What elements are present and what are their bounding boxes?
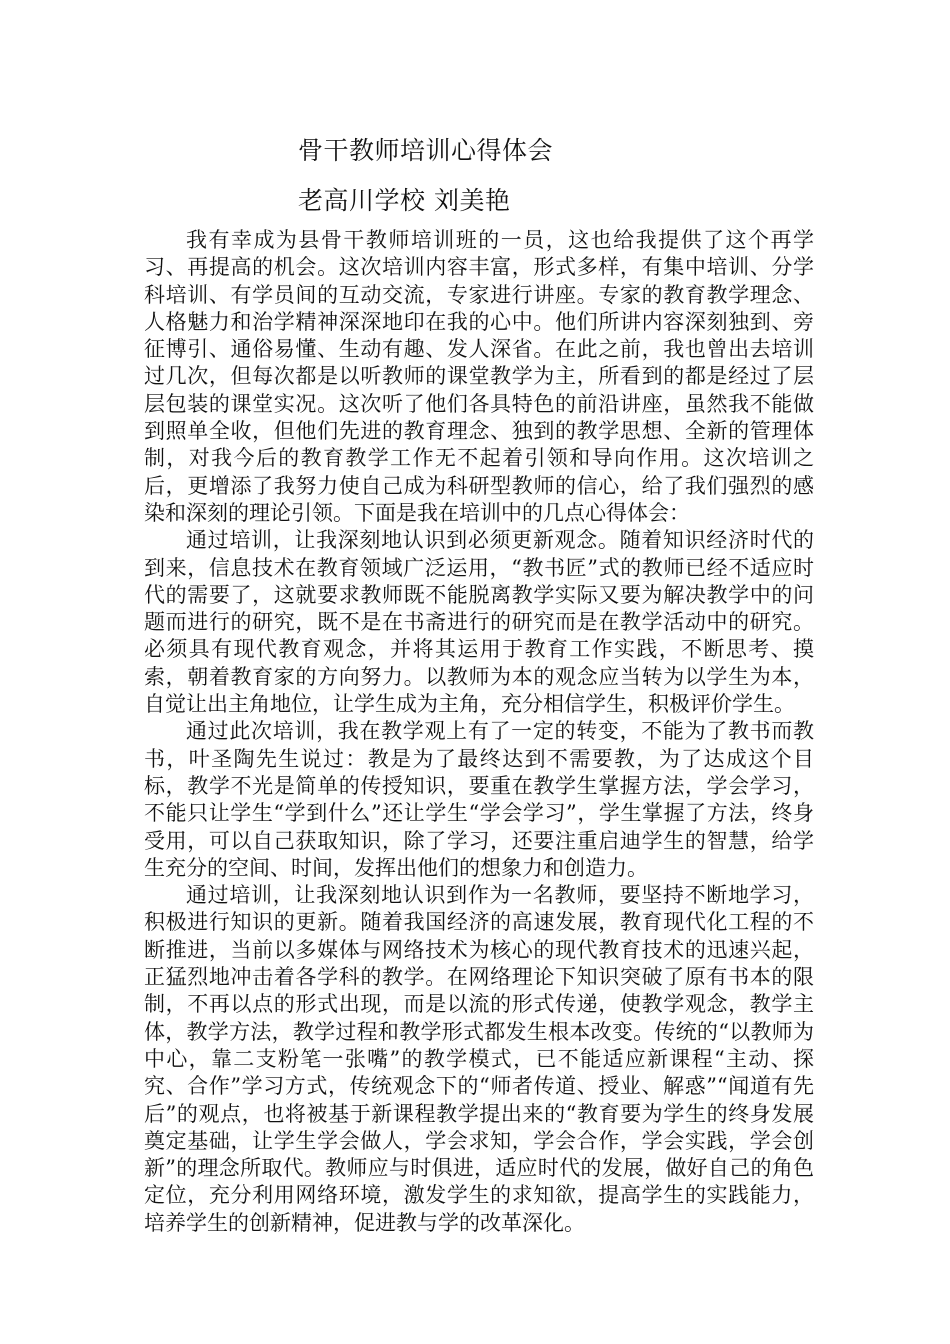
paragraph-intro: 我有幸成为县骨干教师培训班的一员，这也给我提供了这个再学习、再提高的机会。这次培训内容丰富，形式多样，有集中培训、分学科培训、有学员间的互动交流，专家进行讲座。专家的教育教学理念、人格魅力和治学精神深深地印在我的心中。他们所讲内容深刻独到、旁征博引、通俗易懂、生动有趣、发人深省。在此之前，我也曾出去培训过几次，但每次都是以听教师的课堂教学为主，所看到的都是经过了层层包装的课堂实况。这次听了他们各具特色的前沿讲座，虽然我不能做到照单全收，但他们先进的教育理念、独到的教学思想、全新的管理体制，对我今后的教育教学工作无不起着引领和导向作用。这次培训之后，更增添了我努力使自己成为科研型教师的信心，给了我们强烈的感染和深刻的理论引领。下面是我在培训中的几点心得体会：	[144, 228, 814, 525]
document-body	[144, 227, 814, 1237]
paragraph-update-concepts: 通过培训，让我深刻地认识到必须更新观念。随着知识经济时代的到来，信息技术在教育领域广泛运用，“教书匠”式的教师已经不适应时代的需要了，这就要求教师既不能脱离教学实际又要为解决教学中的问题而进行的研究，既不是在书斋进行的研究而是在教学活动中的研究。必须具有现代教育观念，并将其运用于教育工作实践，不断思考、摸索，朝着教育家的方向努力。以教师为本的观念应当转为以学生为本，自觉让出主角地位，让学生成为主角，充分相信学生，积极评价学生。	[144, 528, 814, 717]
paragraph-continuous-learning: 通过培训，让我深刻地认识到作为一名教师，要坚持不断地学习，积极进行知识的更新。随着我国经济的高速发展，教育现代化工程的不断推进，当前以多媒体与网络技术为核心的现代教育技术的迅速兴起，正猛烈地冲击着各学科的教学。在网络理论下知识突破了原有书本的限制，不再以点的形式出现，而是以流的形式传递，使教学观念，教学主体，教学方法，教学过程和教学形式都发生根本改变。传统的“以教师为中心，靠二支粉笔一张嘴”的教学模式，已不能适应新课程“主动、探究、合作”学习方式，传统观念下的“师者传道、授业、解惑”“闻道有先后”的观点，也将被基于新课程教学提出来的“教育要为学生的终身发展奠定基础，让学生学会做人，学会求知，学会合作，学会实践，学会创新”的理念所取代。教师应与时俱进，适应时代的发展，做好自己的角色定位，充分利用网络环境，激发学生的求知欲，提高学生的实践能力，培养学生的创新精神，促进教与学的改革深化。	[144, 883, 814, 1235]
paragraph-teaching-view: 通过此次培训，我在教学观上有了一定的转变，不能为了教书而教书，叶圣陶先生说过：教是为了最终达到不需要教，为了达成这个目标，教学不光是简单的传授知识，要重在教学生掌握方法，学会学习，不能只让学生“学到什么”还让学生“学会学习”，学生掌握了方法，终身受用，可以自己获取知识，除了学习，还要注重启迪学生的智慧，给学生充分的空间、时间，发挥出他们的想象力和创造力。	[144, 719, 814, 880]
author-line: 老高川学校 刘美艳	[298, 186, 511, 215]
document-title: 骨干教师培训心得体会	[298, 136, 554, 165]
